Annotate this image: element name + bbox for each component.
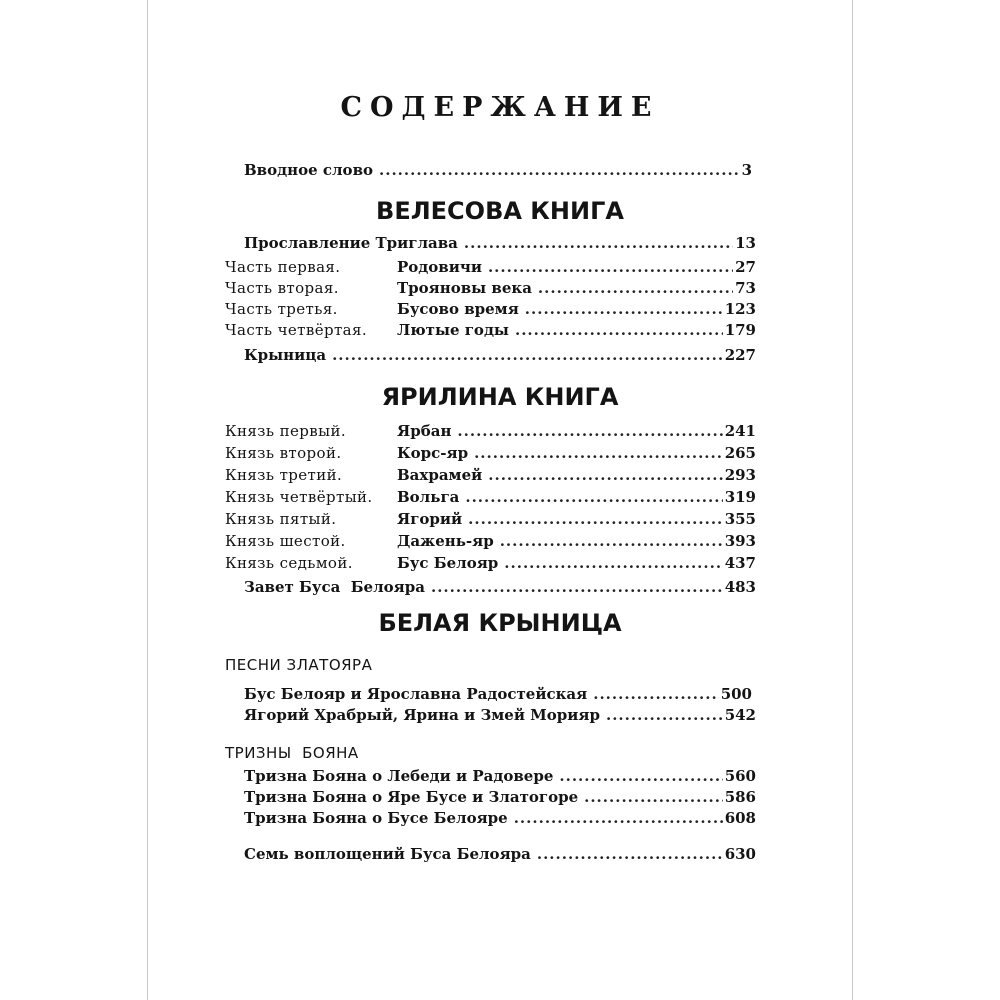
entry-page: 265 bbox=[724, 444, 756, 462]
entry-label: Тризна Бояна о Лебеди и Радовере bbox=[244, 767, 554, 785]
leader-dots bbox=[332, 345, 723, 365]
part-label: Князь первый. bbox=[225, 422, 347, 440]
toc-entry-prince-1 bbox=[225, 421, 756, 441]
leader-dots bbox=[504, 553, 722, 573]
toc-entry-prince-2 bbox=[225, 443, 756, 463]
entry-label: Дажень-яр bbox=[397, 532, 494, 550]
entry-label: Корс-яр bbox=[397, 444, 469, 462]
part-label: Князь пятый. bbox=[225, 510, 337, 528]
entry-page: 27 bbox=[735, 258, 756, 276]
part-label: Князь седьмой. bbox=[225, 554, 353, 572]
entry-page: 179 bbox=[724, 321, 756, 339]
entry-page: 241 bbox=[724, 422, 756, 440]
contents-title: СОДЕРЖАНИЕ bbox=[340, 92, 660, 123]
entry-page: 500 bbox=[720, 685, 752, 703]
entry-label: Вводное слово bbox=[244, 161, 373, 179]
entry-page: 586 bbox=[724, 788, 756, 806]
part-label: Часть четвёртая. bbox=[225, 321, 368, 339]
subheading-songs: ПЕСНИ ЗЛАТОЯРА bbox=[225, 656, 373, 674]
part-label: Часть вторая. bbox=[225, 279, 339, 297]
toc-entry-prince-4 bbox=[225, 487, 756, 507]
entry-page: 437 bbox=[724, 554, 756, 572]
toc-entry-song-1 bbox=[244, 684, 752, 704]
entry-label: Трояновы века bbox=[397, 279, 532, 297]
leader-dots bbox=[457, 421, 722, 441]
subheading-trizny: ТРИЗНЫ БОЯНА bbox=[225, 744, 359, 762]
entry-label: Бусово время bbox=[397, 300, 519, 318]
entry-label: Прославление Триглава bbox=[244, 234, 458, 252]
entry-page: 73 bbox=[735, 279, 756, 297]
leader-dots bbox=[515, 320, 723, 340]
toc-entry-prince-3 bbox=[225, 465, 756, 485]
leader-dots bbox=[559, 766, 722, 786]
toc-entry-zavet bbox=[244, 577, 756, 597]
leader-dots bbox=[584, 787, 723, 807]
toc-entry-sem bbox=[244, 844, 756, 864]
entry-label: Вольга bbox=[397, 488, 460, 506]
toc-entry-trizna-3 bbox=[244, 808, 756, 828]
leader-dots bbox=[500, 531, 723, 551]
toc-entry-trizna-1 bbox=[244, 766, 756, 786]
entry-page: 630 bbox=[724, 845, 756, 863]
entry-label: Ягорий Храбрый, Ярина и Змей Морияр bbox=[244, 706, 600, 724]
section-heading-belaya: БЕЛАЯ КРЫНИЦА bbox=[378, 609, 622, 637]
toc-entry-trizna-2 bbox=[244, 787, 756, 807]
entry-page: 560 bbox=[724, 767, 756, 785]
entry-page: 355 bbox=[724, 510, 756, 528]
entry-page: 123 bbox=[724, 300, 756, 318]
entry-page: 293 bbox=[724, 466, 756, 484]
entry-label: Лютые годы bbox=[397, 321, 509, 339]
entry-page: 483 bbox=[724, 578, 756, 596]
leader-dots bbox=[431, 577, 723, 597]
toc-entry-part-4 bbox=[225, 320, 756, 340]
toc-entry-part-1 bbox=[225, 257, 756, 277]
leader-dots bbox=[514, 808, 723, 828]
entry-label: Бус Белояр bbox=[397, 554, 499, 572]
leader-dots bbox=[593, 684, 718, 704]
toc-entry-prince-7 bbox=[225, 553, 756, 573]
entry-label: Крыница bbox=[244, 346, 327, 364]
leader-dots bbox=[525, 299, 723, 319]
part-label: Часть первая. bbox=[225, 258, 341, 276]
entry-page: 319 bbox=[724, 488, 756, 506]
leader-dots bbox=[488, 257, 733, 277]
leader-dots bbox=[474, 443, 723, 463]
leader-dots bbox=[488, 465, 722, 485]
part-label: Князь четвёртый. bbox=[225, 488, 373, 506]
leader-dots bbox=[468, 509, 723, 529]
toc-entry-song-2 bbox=[244, 705, 756, 725]
entry-page: 13 bbox=[735, 234, 756, 252]
entry-label: Тризна Бояна о Яре Бусе и Златогоре bbox=[244, 788, 579, 806]
entry-label: Бус Белояр и Ярославна Радостейская bbox=[244, 685, 588, 703]
entry-page: 3 bbox=[741, 161, 752, 179]
book-page bbox=[147, 0, 853, 1000]
section-heading-velesova: ВЕЛЕСОВА КНИГА bbox=[376, 197, 624, 225]
part-label: Князь второй. bbox=[225, 444, 342, 462]
part-label: Часть третья. bbox=[225, 300, 338, 318]
leader-dots bbox=[464, 233, 733, 253]
entry-label: Семь воплощений Буса Белояра bbox=[244, 845, 531, 863]
entry-page: 227 bbox=[724, 346, 756, 364]
leader-dots bbox=[606, 705, 723, 725]
entry-label: Тризна Бояна о Бусе Белояре bbox=[244, 809, 508, 827]
toc-entry-prince-6 bbox=[225, 531, 756, 551]
toc-entry-prince-5 bbox=[225, 509, 756, 529]
entry-label: Вахрамей bbox=[397, 466, 483, 484]
toc-entry-krynitsa bbox=[244, 345, 756, 365]
entry-page: 393 bbox=[724, 532, 756, 550]
entry-page: 542 bbox=[724, 706, 756, 724]
entry-label: Завет Буса Белояра bbox=[244, 578, 425, 596]
part-label: Князь шестой. bbox=[225, 532, 346, 550]
toc-entry-part-3 bbox=[225, 299, 756, 319]
toc-entry-intro bbox=[244, 160, 752, 180]
leader-dots bbox=[465, 487, 722, 507]
leader-dots bbox=[537, 844, 723, 864]
toc-entry-part-2 bbox=[225, 278, 756, 298]
part-label: Князь третий. bbox=[225, 466, 343, 484]
leader-dots bbox=[379, 160, 740, 180]
entry-label: Родовичи bbox=[397, 258, 482, 276]
leader-dots bbox=[538, 278, 733, 298]
entry-label: Ярбан bbox=[397, 422, 452, 440]
entry-page: 608 bbox=[724, 809, 756, 827]
toc-entry-praise bbox=[244, 233, 756, 253]
entry-label: Ягорий bbox=[397, 510, 463, 528]
section-heading-yarilina: ЯРИЛИНА КНИГА bbox=[381, 383, 619, 411]
